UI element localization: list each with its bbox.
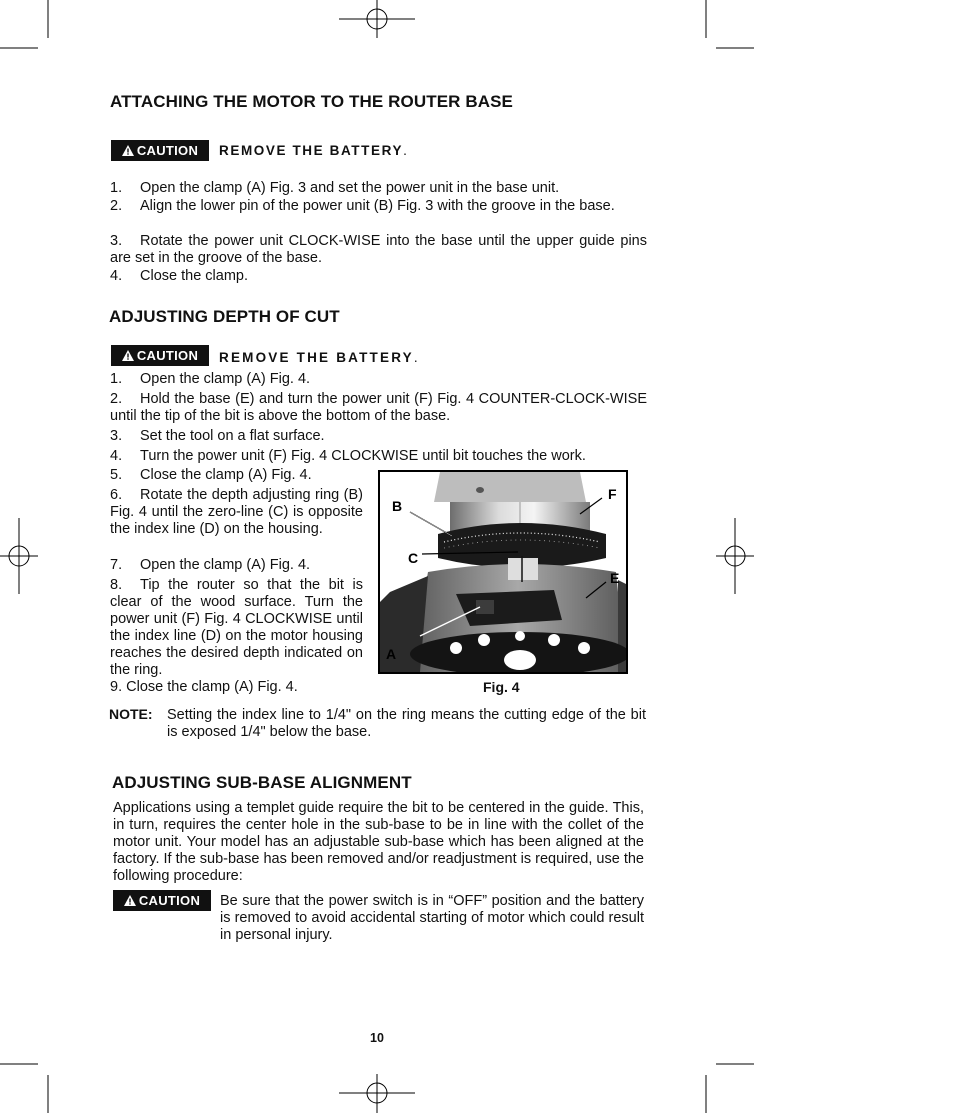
caution-badge [113, 890, 211, 911]
list-item [110, 180, 647, 197]
section-title-subbase: ADJUSTING SUB-BASE ALIGNMENT [112, 773, 412, 792]
list-item [110, 428, 647, 445]
step-text: Close the clamp. [140, 268, 248, 284]
step-text: Turn the power unit (F) Fig. 4 CLOCKWISE until bit touches the work. [140, 448, 586, 464]
page-number: 10 [370, 1031, 384, 1045]
warning-triangle-icon [122, 145, 134, 156]
subbase-paragraph: Applications using a templet guide require the bit to be centered in the guide. This, in turn, requires the center hole in the sub-base to be in line with the collet of the motor unit. Your model has an adjustable sub-base which has been aligned at the factory. If the sub-base has been removed and/or readjustment is required, use the following procedure: [113, 800, 644, 884]
section-title-attaching: ATTACHING THE MOTOR TO THE ROUTER BASE [110, 92, 513, 111]
step-number: 2. [110, 391, 123, 407]
caution-text [219, 350, 418, 365]
step-text: Close the clamp (A) Fig. 4. [126, 679, 298, 695]
step-text: Open the clamp (A) Fig. 3 and set the power unit in the base unit. [140, 180, 560, 196]
caution-label: CAUTION [136, 348, 199, 363]
figure-label-a: A [386, 646, 397, 662]
list-item [110, 467, 363, 484]
list-item [110, 577, 363, 679]
step-text: Close the clamp (A) Fig. 4. [140, 467, 312, 483]
caution-badge [111, 345, 209, 366]
figure-label-c: C [408, 550, 419, 566]
figure-label-e: E [610, 570, 620, 586]
figure-router-photo [378, 470, 628, 674]
caution-text-main: REMOVE THE BATTERY [219, 143, 404, 158]
step-number: 6. [110, 487, 123, 503]
step-number: 8. [110, 577, 123, 593]
step-number: 1. [110, 180, 123, 196]
warning-triangle-icon [122, 350, 134, 361]
step-text: Hold the base (E) and turn the power unit (F) Fig. 4 COUNTER-CLOCK-WISE until the tip of the bit is above the bottom of the base. [110, 391, 647, 424]
caution-label: CAUTION [138, 893, 201, 908]
list-item [110, 679, 363, 696]
caution-text-main: REMOVE THE BATTERY [219, 350, 414, 365]
caution-label: CAUTION [136, 143, 199, 158]
caution-text-end: . [403, 143, 407, 158]
list-item [110, 268, 647, 285]
list-item [110, 371, 647, 388]
note-text: Setting the index line to 1/4" on the ring means the cutting edge of the bit is exposed 1/4" below the base. [167, 707, 646, 740]
note-label: NOTE: [109, 706, 153, 722]
caution-badge [111, 140, 209, 161]
step-number: 9. [110, 679, 123, 695]
step-number: 5. [110, 467, 123, 483]
list-item [110, 557, 363, 574]
caution-text: Be sure that the power switch is in “OFF” position and the battery is removed to avoid accidental starting of motor which could result in personal injury. [220, 893, 644, 943]
step-text: Rotate the power unit CLOCK-WISE into the base until the upper guide pins are set in the groove of the base. [110, 233, 647, 266]
list-item [110, 198, 647, 215]
list-item [110, 487, 363, 538]
step-text: Rotate the depth adjusting ring (B) Fig. 4 until the zero-line (C) is opposite the index line (D) on the housing. [110, 487, 363, 537]
list-item [110, 391, 647, 425]
step-number: 7. [110, 557, 123, 573]
caution-text-end: . [413, 350, 418, 365]
step-text: Set the tool on a flat surface. [140, 428, 325, 444]
step-number: 1. [110, 371, 123, 387]
router-illustration [380, 472, 626, 672]
step-number: 3. [110, 233, 123, 249]
step-text: Tip the router so that the bit is clear of the wood surface. Turn the power unit (F) Fig. 4 CLOCKWISE until the index line (D) on the motor housing reaches the desired depth indicated on the ring. [110, 577, 363, 678]
warning-triangle-icon [124, 895, 136, 906]
list-item [110, 448, 647, 465]
figure-caption: Fig. 4 [483, 679, 520, 695]
section-title-depth: ADJUSTING DEPTH OF CUT [109, 307, 340, 326]
caution-text [219, 143, 407, 158]
step-text: Open the clamp (A) Fig. 4. [140, 557, 311, 573]
step-number: 2. [110, 198, 123, 214]
step-text: Align the lower pin of the power unit (B) Fig. 3 with the groove in the base. [140, 198, 615, 214]
figure-label-b: B [392, 498, 403, 514]
step-number: 3. [110, 428, 123, 444]
step-number: 4. [110, 268, 123, 284]
step-number: 4. [110, 448, 123, 464]
figure-label-f: F [608, 486, 617, 502]
step-text: Open the clamp (A) Fig. 4. [140, 371, 311, 387]
list-item [110, 233, 647, 267]
